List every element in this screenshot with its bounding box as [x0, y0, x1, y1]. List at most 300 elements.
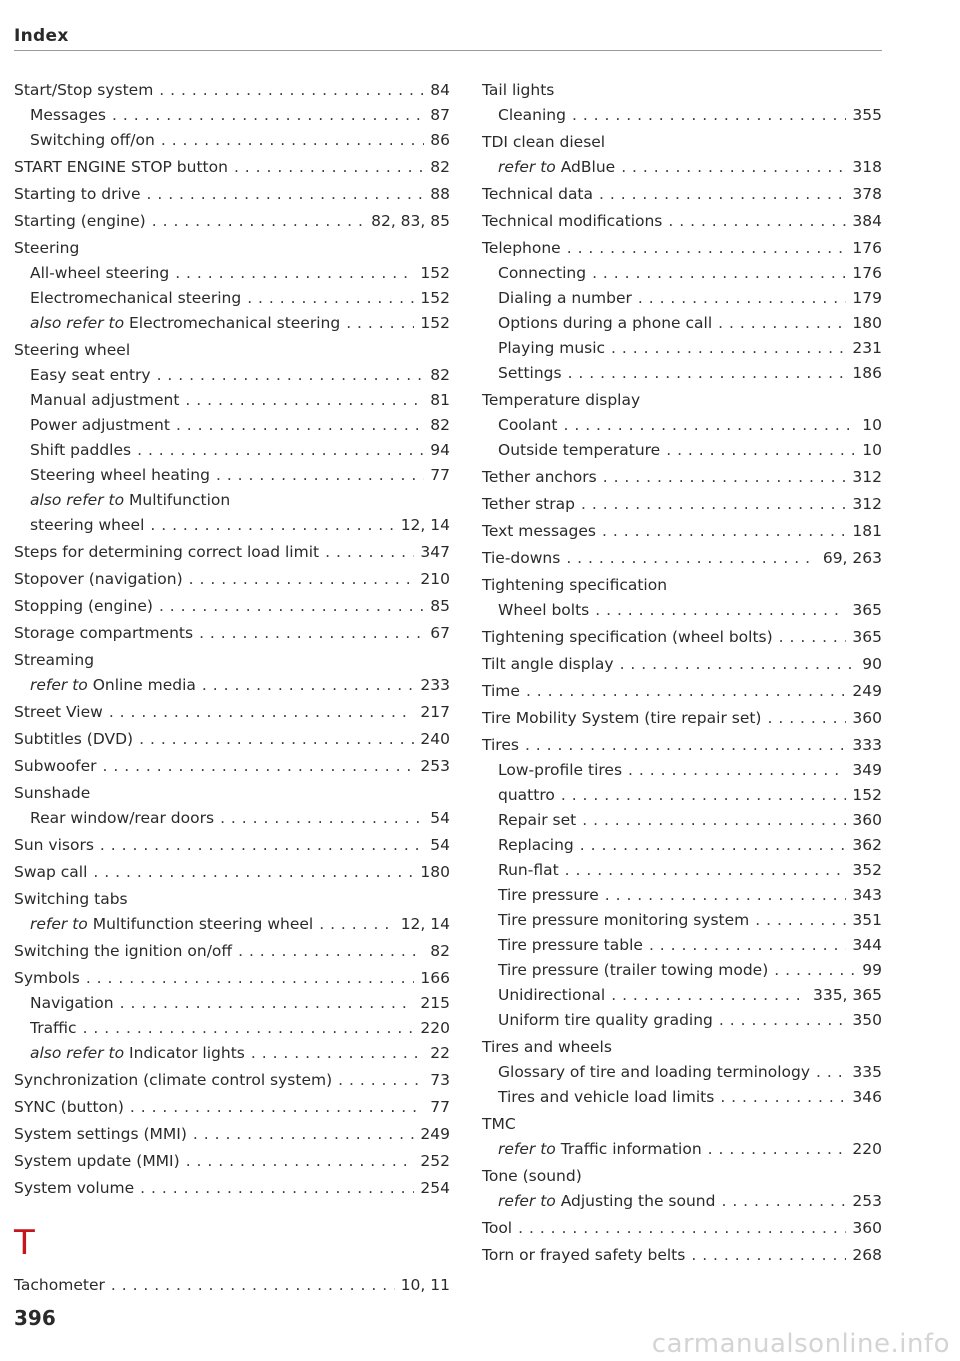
leader-dots [668, 209, 846, 234]
index-subentry [14, 463, 450, 488]
entry-page-ref: 253 [420, 757, 450, 775]
index-subentry [482, 1189, 882, 1214]
leader-dots [186, 1149, 415, 1174]
refer-prefix: also refer to [30, 491, 125, 509]
index-entry [14, 939, 450, 964]
entry-label: Tire pressure monitoring system [498, 911, 750, 929]
index-subentry [14, 363, 450, 388]
index-entry [482, 519, 882, 544]
leader-dots [216, 463, 424, 488]
leader-dots [159, 78, 424, 103]
leader-dots [199, 621, 424, 646]
leader-dots [518, 1216, 846, 1241]
refer-prefix: refer to [30, 676, 88, 694]
leader-dots [152, 209, 365, 234]
entry-page-ref: 82 [430, 942, 450, 960]
index-entry [14, 1176, 450, 1201]
entry-page-ref: 360 [852, 709, 882, 727]
entry-label: quattro [498, 786, 555, 804]
leader-dots [238, 939, 424, 964]
entry-label: Online media [92, 676, 196, 694]
entry-label: System volume [14, 1179, 135, 1197]
entry-page-ref: 81 [430, 391, 450, 409]
index-entry [482, 130, 882, 155]
entry-label: Stopover (navigation) [14, 570, 183, 588]
index-subentry [482, 261, 882, 286]
entry-label: Settings [498, 364, 562, 382]
index-column-right [482, 76, 882, 1268]
index-subentry [482, 155, 882, 180]
entry-label: Repair set [498, 811, 577, 829]
entry-page-ref: 73 [430, 1071, 450, 1089]
entry-label: Tether anchors [482, 468, 597, 486]
refer-prefix: also refer to [30, 314, 125, 332]
entry-label: Coolant [498, 416, 558, 434]
entry-label: Tires [482, 736, 519, 754]
leader-dots [774, 958, 856, 983]
entry-label: Street View [14, 703, 103, 721]
leader-dots [581, 492, 846, 517]
entry-page-ref: 22 [430, 1044, 450, 1062]
leader-dots [159, 594, 424, 619]
entry-label: Steps for determining correct load limit [14, 543, 320, 561]
entry-page-ref: 86 [430, 131, 450, 149]
index-entry [482, 546, 882, 571]
leader-dots [561, 783, 847, 808]
entry-page-ref: 231 [852, 339, 882, 357]
index-subentry [14, 128, 450, 153]
refer-prefix: refer to [498, 1192, 556, 1210]
leader-dots [779, 625, 847, 650]
entry-page-ref: 12, 14 [400, 915, 450, 933]
leader-dots [599, 182, 846, 207]
index-entry [482, 78, 882, 103]
leader-dots [816, 1060, 846, 1085]
index-subentry [14, 1041, 450, 1066]
entry-label: Tone (sound) [482, 1167, 582, 1185]
index-entry [14, 754, 450, 779]
entry-label: AdBlue [560, 158, 616, 176]
index-entry [14, 1122, 450, 1147]
leader-dots [720, 1085, 846, 1110]
entry-page-ref: 360 [852, 1219, 882, 1237]
entry-page-ref: 180 [852, 314, 882, 332]
entry-label: Multifunction [129, 491, 231, 509]
entry-page-ref: 67 [430, 624, 450, 642]
index-subentry [14, 513, 450, 538]
entry-label: Time [482, 682, 520, 700]
entry-page-ref: 349 [852, 761, 882, 779]
entry-page-ref: 352 [852, 861, 882, 879]
entry-label: Technical modifications [482, 212, 663, 230]
entry-page-ref: 84 [430, 81, 450, 99]
index-entry [14, 1149, 450, 1174]
index-column-left [14, 76, 450, 1298]
entry-label: Starting (engine) [14, 212, 146, 230]
leader-dots [620, 652, 857, 677]
entry-page-ref: 85 [430, 597, 450, 615]
index-subentry [482, 958, 882, 983]
index-subentry [482, 336, 882, 361]
entry-label: Rear window/rear doors [30, 809, 215, 827]
index-entry [14, 209, 450, 234]
entry-page-ref: 346 [852, 1088, 882, 1106]
entry-page-ref: 335, 365 [812, 986, 882, 1004]
index-entry [14, 236, 450, 261]
entry-label: Tires and vehicle load limits [498, 1088, 715, 1106]
index-entry [482, 1035, 882, 1060]
entry-label: Messages [30, 106, 107, 124]
entry-label: Multifunction steering wheel [92, 915, 314, 933]
index-subentry [482, 833, 882, 858]
index-entry [14, 567, 450, 592]
entry-label: Tightening specification (wheel bolts) [482, 628, 773, 646]
leader-dots [638, 286, 847, 311]
entry-label: Tire Mobility System (tire repair set) [482, 709, 762, 727]
entry-page-ref: 82 [430, 158, 450, 176]
entry-page-ref: 217 [420, 703, 450, 721]
entry-page-ref: 99 [862, 961, 882, 979]
index-entry [14, 648, 450, 673]
entry-page-ref: 360 [852, 811, 882, 829]
entry-label: Shift paddles [30, 441, 132, 459]
index-subentry [482, 758, 882, 783]
index-subentry [482, 983, 882, 1008]
entry-label: Indicator lights [129, 1044, 245, 1062]
index-entry [14, 781, 450, 806]
leader-dots [109, 700, 415, 725]
entry-label: Tire pressure (trailer towing mode) [498, 961, 769, 979]
leader-dots [103, 754, 415, 779]
entry-label: Adjusting the sound [560, 1192, 716, 1210]
entry-page-ref: 233 [420, 676, 450, 694]
entry-page-ref: 180 [420, 863, 450, 881]
entry-label: Tie-downs [482, 549, 561, 567]
leader-dots [185, 388, 424, 413]
leader-dots [157, 363, 425, 388]
entry-label: Subtitles (DVD) [14, 730, 134, 748]
index-subentry [482, 883, 882, 908]
index-entry [14, 621, 450, 646]
entry-page-ref: 350 [852, 1011, 882, 1029]
entry-page-ref: 378 [852, 185, 882, 203]
entry-label: Tire pressure table [498, 936, 643, 954]
entry-page-ref: 94 [430, 441, 450, 459]
entry-page-ref: 179 [852, 289, 882, 307]
leader-dots [251, 1041, 424, 1066]
refer-prefix: refer to [498, 158, 556, 176]
entry-label: Options during a phone call [498, 314, 713, 332]
entry-page-ref: 82, 83, 85 [371, 212, 450, 230]
index-entry [482, 182, 882, 207]
index-subentry [482, 1060, 882, 1085]
entry-label: TMC [482, 1115, 516, 1133]
leader-dots [767, 706, 846, 731]
index-subentry [482, 311, 882, 336]
index-subentry [14, 912, 450, 937]
entry-label: Wheel bolts [498, 601, 590, 619]
entry-label: Steering wheel heating [30, 466, 210, 484]
index-entry [482, 1243, 882, 1268]
entry-label: Tires and wheels [482, 1038, 612, 1056]
entry-label: Switching off/on [30, 131, 155, 149]
entry-page-ref: 88 [430, 185, 450, 203]
index-entry [14, 540, 450, 565]
refer-prefix: refer to [30, 915, 88, 933]
leader-dots [83, 1016, 415, 1041]
refer-prefix: also refer to [30, 1044, 125, 1062]
entry-page-ref: 210 [420, 570, 450, 588]
leader-dots [592, 261, 846, 286]
entry-label: Traffic [30, 1019, 77, 1037]
leader-dots [564, 413, 857, 438]
index-entry [14, 833, 450, 858]
entry-label: Sunshade [14, 784, 91, 802]
index-entry [482, 733, 882, 758]
index-entry [14, 887, 450, 912]
entry-label: Technical data [482, 185, 594, 203]
index-entry [14, 338, 450, 363]
entry-label: Symbols [14, 969, 80, 987]
entry-page-ref: 215 [420, 994, 450, 1012]
entry-page-ref: 152 [420, 314, 450, 332]
entry-label: Electromechanical steering [129, 314, 341, 332]
entry-page-ref: 362 [852, 836, 882, 854]
entry-label: Temperature display [482, 391, 641, 409]
entry-label: Subwoofer [14, 757, 97, 775]
leader-dots [325, 540, 414, 565]
index-entry [482, 209, 882, 234]
index-entry [14, 1273, 450, 1298]
index-entry [14, 78, 450, 103]
entry-label: Tether strap [482, 495, 575, 513]
index-header-title: Index [14, 26, 69, 46]
index-entry [482, 625, 882, 650]
index-entry [14, 966, 450, 991]
entry-page-ref: 252 [420, 1152, 450, 1170]
entry-page-ref: 181 [852, 522, 882, 540]
index-entry [482, 465, 882, 490]
entry-page-ref: 318 [852, 158, 882, 176]
index-entry [14, 727, 450, 752]
leader-dots [603, 465, 847, 490]
entry-label: Swap call [14, 863, 88, 881]
index-entry [482, 652, 882, 677]
leader-dots [175, 261, 414, 286]
entry-page-ref: 90 [862, 655, 882, 673]
entry-page-ref: 312 [852, 468, 882, 486]
entry-label: Connecting [498, 264, 587, 282]
index-subentry [482, 1008, 882, 1033]
entry-label: Steering [14, 239, 80, 257]
refer-prefix: refer to [498, 1140, 556, 1158]
entry-page-ref: 347 [420, 543, 450, 561]
header-divider [14, 50, 882, 51]
leader-dots [718, 311, 846, 336]
entry-page-ref: 10 [862, 416, 882, 434]
entry-page-ref: 335 [852, 1063, 882, 1081]
index-subentry [482, 783, 882, 808]
leader-dots [146, 182, 424, 207]
entry-label: Low-profile tires [498, 761, 623, 779]
entry-page-ref: 77 [430, 1098, 450, 1116]
index-subentry [14, 673, 450, 698]
index-entry [14, 1095, 450, 1120]
left-entries [14, 78, 450, 1201]
entry-label: Starting to drive [14, 185, 141, 203]
index-subentry [482, 438, 882, 463]
entry-label: System settings (MMI) [14, 1125, 187, 1143]
entry-page-ref: 249 [420, 1125, 450, 1143]
entry-page-ref: 220 [852, 1140, 882, 1158]
leader-dots [234, 155, 424, 180]
index-subentry [14, 286, 450, 311]
entry-label: Dialing a number [498, 289, 632, 307]
entry-page-ref: 10 [862, 441, 882, 459]
entry-label: Tilt angle display [482, 655, 614, 673]
entry-page-ref: 351 [852, 911, 882, 929]
entry-page-ref: 344 [852, 936, 882, 954]
index-subentry [14, 103, 450, 128]
index-entry [482, 388, 882, 413]
entry-label: Replacing [498, 836, 574, 854]
entry-label: System update (MMI) [14, 1152, 180, 1170]
leader-dots [525, 733, 846, 758]
left-after-entries [14, 1273, 450, 1298]
entry-page-ref: 249 [852, 682, 882, 700]
index-entry [14, 594, 450, 619]
entry-label: Playing music [498, 339, 606, 357]
index-subentry [14, 388, 450, 413]
entry-page-ref: 240 [420, 730, 450, 748]
entry-label: START ENGINE STOP button [14, 158, 228, 176]
page-number: 396 [14, 1306, 56, 1330]
entry-page-ref: 12, 14 [400, 516, 450, 534]
entry-page-ref: 186 [852, 364, 882, 382]
index-entry [14, 155, 450, 180]
index-subentry [14, 806, 450, 831]
entry-label: Electromechanical steering [30, 289, 242, 307]
entry-label: Tachometer [14, 1276, 105, 1294]
leader-dots [120, 991, 415, 1016]
entry-page-ref: 343 [852, 886, 882, 904]
index-subentry [14, 438, 450, 463]
entry-label: Switching tabs [14, 890, 128, 908]
leader-dots [691, 1243, 846, 1268]
leader-dots [86, 966, 415, 991]
index-subentry [482, 413, 882, 438]
leader-dots [346, 311, 414, 336]
leader-dots [139, 727, 414, 752]
entry-label: Storage compartments [14, 624, 194, 642]
leader-dots [319, 912, 394, 937]
index-subentry [482, 286, 882, 311]
entry-label: Power adjustment [30, 416, 170, 434]
entry-label: Tightening specification [482, 576, 668, 594]
index-subentry [14, 413, 450, 438]
index-entry [482, 492, 882, 517]
index-entry [482, 1216, 882, 1241]
leader-dots [150, 513, 394, 538]
index-subentry [14, 991, 450, 1016]
leader-dots [568, 361, 847, 386]
leader-dots [566, 546, 817, 571]
index-entry [482, 236, 882, 261]
entry-page-ref: 54 [430, 809, 450, 827]
index-subentry [482, 598, 882, 623]
entry-page-ref: 176 [852, 239, 882, 257]
entry-label: Run-flat [498, 861, 559, 879]
entry-label: Stopping (engine) [14, 597, 153, 615]
leader-dots [719, 1008, 847, 1033]
entry-page-ref: 333 [852, 736, 882, 754]
leader-dots [611, 983, 807, 1008]
index-entry [482, 1112, 882, 1137]
leader-dots [176, 413, 424, 438]
leader-dots [582, 808, 846, 833]
leader-dots [605, 883, 847, 908]
leader-dots [526, 679, 846, 704]
entry-label: Cleaning [498, 106, 566, 124]
leader-dots [93, 860, 414, 885]
leader-dots [247, 286, 414, 311]
leader-dots [565, 858, 847, 883]
entry-page-ref: 365 [852, 601, 882, 619]
leader-dots [580, 833, 847, 858]
entry-label: Sun visors [14, 836, 94, 854]
leader-dots [611, 336, 846, 361]
index-entry [482, 706, 882, 731]
index-entry [14, 860, 450, 885]
leader-dots [111, 1273, 395, 1298]
entry-page-ref: 10, 11 [400, 1276, 450, 1294]
index-entry [14, 700, 450, 725]
entry-page-ref: 152 [852, 786, 882, 804]
leader-dots [666, 438, 856, 463]
entry-page-ref: 166 [420, 969, 450, 987]
entry-label: TDI clean diesel [482, 133, 606, 151]
entry-label: steering wheel [30, 516, 145, 534]
index-subentry [482, 361, 882, 386]
leader-dots [193, 1122, 415, 1147]
entry-label: Outside temperature [498, 441, 661, 459]
entry-page-ref: 312 [852, 495, 882, 513]
leader-dots [189, 567, 415, 592]
index-subentry [482, 933, 882, 958]
leader-dots [100, 833, 424, 858]
entry-page-ref: 152 [420, 264, 450, 282]
entry-page-ref: 254 [420, 1179, 450, 1197]
leader-dots [572, 103, 846, 128]
leader-dots [338, 1068, 424, 1093]
leader-dots [595, 598, 846, 623]
index-subentry [14, 488, 450, 513]
index-entry [482, 679, 882, 704]
entry-label: Synchronization (climate control system) [14, 1071, 333, 1089]
entry-label: Manual adjustment [30, 391, 180, 409]
entry-label: Uniform tire quality grading [498, 1011, 713, 1029]
index-entry [482, 573, 882, 598]
entry-label: Unidirectional [498, 986, 606, 1004]
entry-page-ref: 82 [430, 366, 450, 384]
entry-label: All-wheel steering [30, 264, 170, 282]
leader-dots [602, 519, 846, 544]
index-subentry [482, 1085, 882, 1110]
index-subentry [482, 1137, 882, 1162]
leader-dots [220, 806, 424, 831]
index-subentry [14, 311, 450, 336]
entry-label: Tail lights [482, 81, 555, 99]
